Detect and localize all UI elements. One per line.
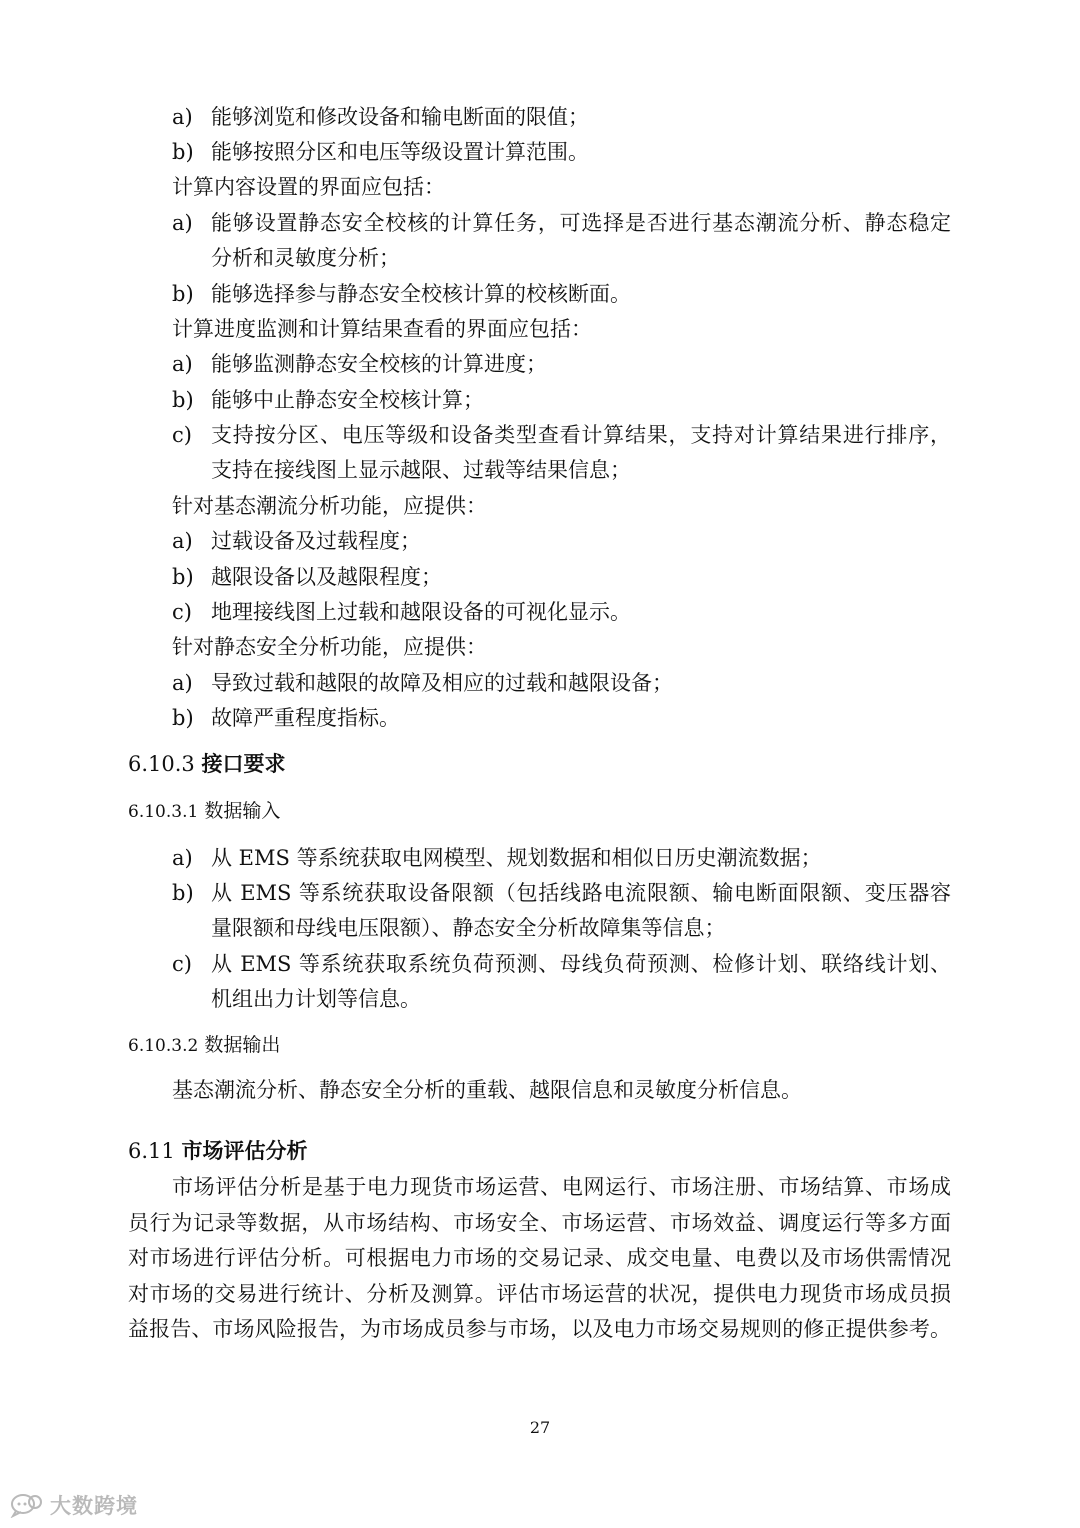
list-marker: a) <box>172 105 193 129</box>
list-item <box>0 876 1080 910</box>
list-intro <box>0 170 1080 204</box>
list-marker: a) <box>172 529 193 553</box>
list-item-continuation <box>0 911 1080 945</box>
body-paragraph <box>128 1170 951 1348</box>
paragraph-line: 市场评估分析是基于电力现货市场运营、电网运行、市场注册、市场结算、市场成 <box>172 1175 951 1199</box>
list-text: 量限额和母线电压限额）、静态安全分析故障集等信息； <box>211 916 726 940</box>
list-marker: b) <box>172 706 194 730</box>
paragraph-line: 对市场的交易进行统计、分析及测算。评估市场运营的状况，提供电力现货市场成员损 <box>128 1281 951 1306</box>
paragraph-line: 益报告、市场风险报告，为市场成员参与市场，以及电力市场交易规则的修正提供参考。 <box>128 1317 951 1341</box>
list-text: 能够按照分区和电压等级设置计算范围。 <box>211 140 589 164</box>
paragraph-line: 对市场进行评估分析。可根据电力市场的交易记录、成交电量、电费以及市场供需情况 <box>128 1246 951 1270</box>
subsection-number: 6.10.3.2 <box>128 1036 199 1056</box>
subsection-heading <box>128 1028 280 1063</box>
list-item <box>0 666 1080 700</box>
list-text: 从 EMS 等系统获取电网模型、规划数据和相似日历史潮流数据； <box>211 846 822 870</box>
list-marker: b) <box>172 388 194 412</box>
list-text: 能够选择参与静态安全校核计算的校核断面。 <box>211 282 631 306</box>
list-item <box>0 135 1080 169</box>
list-marker: c) <box>172 600 192 624</box>
list-item <box>0 347 1080 381</box>
list-text: 过载设备及过载程度； <box>211 529 421 553</box>
list-text: 分析和灵敏度分析； <box>211 246 400 270</box>
list-intro <box>0 489 1080 523</box>
list-text: 能够中止静态安全校核计算； <box>211 388 484 412</box>
watermark <box>10 1490 138 1520</box>
list-text: 从 EMS 等系统获取设备限额（包括线路电流限额、输电断面限额、变压器容 <box>211 881 951 905</box>
list-intro-text: 针对静态安全分析功能，应提供： <box>172 635 487 659</box>
subsection-number: 6.10.3.1 <box>128 802 199 822</box>
list-text: 地理接线图上过载和越限设备的可视化显示。 <box>211 600 631 624</box>
list-text: 越限设备以及越限程度； <box>211 565 442 589</box>
list-marker: b) <box>172 282 194 306</box>
section-heading <box>128 1134 307 1168</box>
list-marker: a) <box>172 846 193 870</box>
bubble-logo-icon <box>10 1492 46 1518</box>
watermark-text: 大数跨境 <box>50 1494 138 1518</box>
list-marker: b) <box>172 881 194 905</box>
list-item <box>0 701 1080 735</box>
list-text: 导致过载和越限的故障及相应的过载和越限设备； <box>211 671 673 695</box>
section-title: 市场评估分析 <box>181 1139 308 1163</box>
subsection-title: 数据输入 <box>204 800 281 822</box>
list-text: 能够设置静态安全校核的计算任务，可选择是否进行基态潮流分析、静态稳定 <box>211 211 951 235</box>
list-text: 从 EMS 等系统获取系统负荷预测、母线负荷预测、检修计划、联络线计划、 <box>211 952 951 976</box>
list-item <box>0 524 1080 558</box>
list-marker: a) <box>172 352 193 376</box>
list-intro-text: 计算内容设置的界面应包括： <box>172 175 445 199</box>
section-heading <box>128 747 285 781</box>
list-item-continuation <box>0 453 1080 487</box>
list-marker: c) <box>172 423 192 447</box>
section-title: 接口要求 <box>201 752 286 776</box>
list-intro-text: 针对基态潮流分析功能，应提供： <box>172 494 487 518</box>
list-item <box>0 100 1080 134</box>
page-number: 27 <box>529 1418 551 1437</box>
paragraph-line: 员行为记录等数据，从市场结构、市场安全、市场运营、市场效益、调度运行等多方面 <box>128 1210 951 1235</box>
subsection-heading <box>128 794 280 829</box>
section-number: 6.11 <box>128 1139 175 1163</box>
subsection-title: 数据输出 <box>204 1034 281 1056</box>
list-item <box>0 560 1080 594</box>
list-item <box>0 277 1080 311</box>
list-intro <box>0 630 1080 664</box>
list-intro-text: 计算进度监测和计算结果查看的界面应包括： <box>172 317 592 341</box>
list-item <box>0 841 1080 875</box>
paragraph-text: 基态潮流分析、静态安全分析的重载、越限信息和灵敏度分析信息。 <box>172 1078 802 1102</box>
list-item <box>0 383 1080 417</box>
list-marker: a) <box>172 211 193 235</box>
list-text: 机组出力计划等信息。 <box>211 987 421 1011</box>
list-intro <box>0 312 1080 346</box>
list-marker: c) <box>172 952 192 976</box>
list-text: 支持按分区、电压等级和设备类型查看计算结果，支持对计算结果进行排序， <box>211 423 951 447</box>
list-marker: b) <box>172 565 194 589</box>
list-item-continuation <box>0 982 1080 1016</box>
list-item <box>0 206 1080 240</box>
list-item <box>0 947 1080 981</box>
list-text: 能够监测静态安全校核的计算进度； <box>211 352 547 376</box>
list-marker: b) <box>172 140 194 164</box>
list-text: 故障严重程度指标。 <box>211 706 400 730</box>
paragraph <box>0 1073 1080 1107</box>
list-text: 支持在接线图上显示越限、过载等结果信息； <box>211 458 631 482</box>
list-item <box>0 595 1080 629</box>
section-number: 6.10.3 <box>128 752 195 776</box>
list-text: 能够浏览和修改设备和输电断面的限值； <box>211 105 589 129</box>
list-marker: a) <box>172 671 193 695</box>
list-item-continuation <box>0 241 1080 275</box>
list-item <box>0 418 1080 452</box>
